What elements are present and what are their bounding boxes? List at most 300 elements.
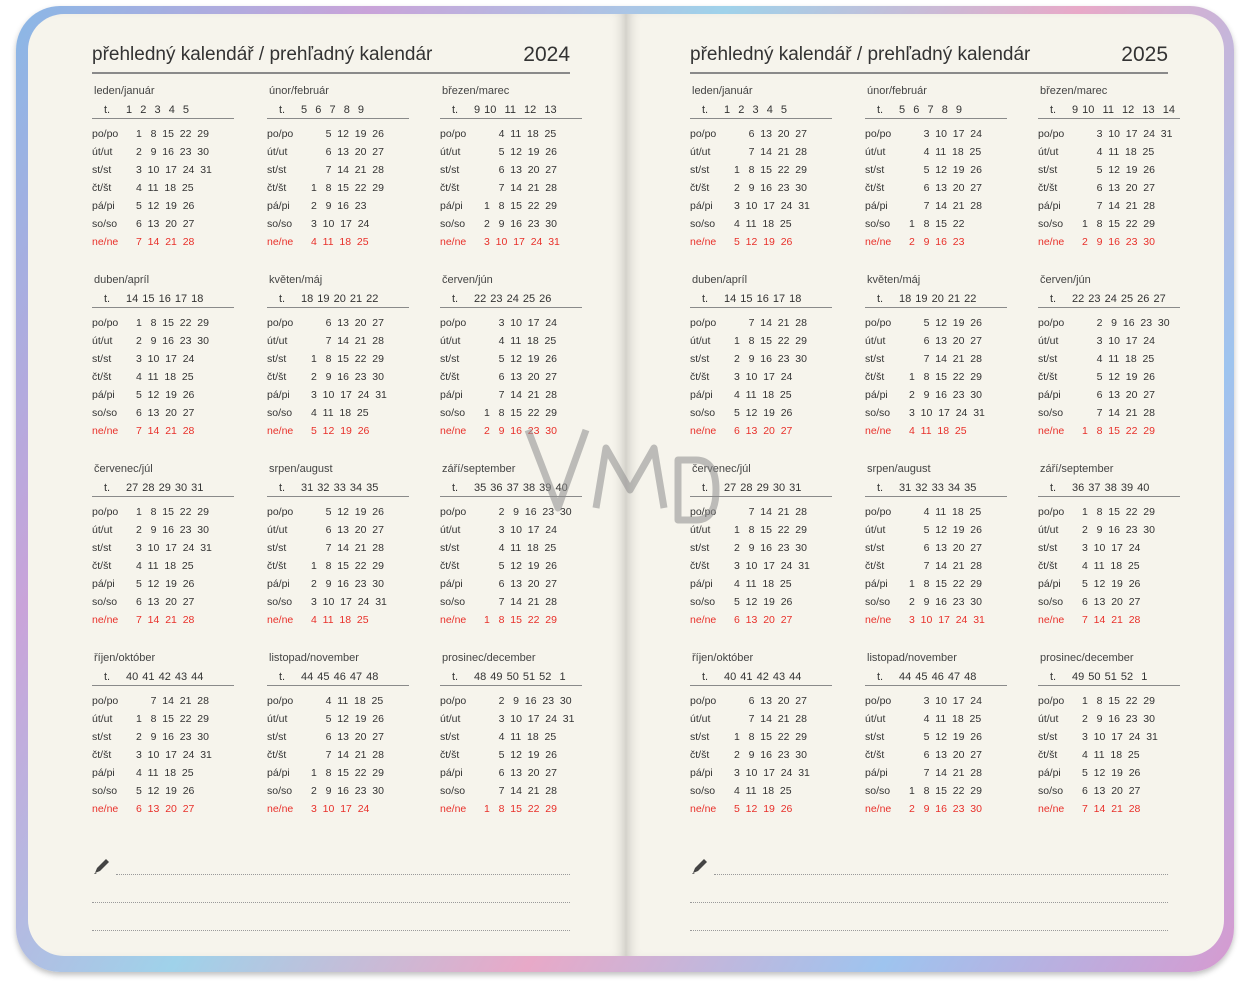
day-name: ne/ne [690,425,717,437]
day-rows [690,692,850,818]
week-label: t. [104,104,111,116]
week-numbers: 5 6 7 8 9 [301,104,365,116]
day-name: po/po [1038,317,1065,329]
weekday-row [690,143,850,161]
day-name: st/st [690,353,710,365]
day-name: po/po [690,695,717,707]
day-name: čt/št [1038,182,1058,194]
day-dates: 3 10 17 24 [136,353,195,365]
day-dates: 1 8 15 22 29 [311,767,384,779]
day-dates: 2 9 16 23 30 [909,389,982,401]
day-name: so/so [440,407,466,419]
day-dates: 5 12 19 26 [909,524,982,536]
day-name: út/ut [440,146,461,158]
day-dates: 2 9 16 23 30 [484,695,572,707]
day-dates: 1 8 15 22 29 [734,524,807,536]
sunday-row [92,233,252,251]
page-title: přehledný kalendář / prehľadný kalendár [92,44,433,65]
day-dates: 7 14 21 28 [909,767,982,779]
day-name: po/po [267,128,294,140]
day-name: st/st [440,164,460,176]
day-dates: 1 8 15 22 29 [136,317,209,329]
day-rows [1038,314,1198,440]
week-numbers: 48 49 50 51 52 1 [474,671,566,683]
weekday-row [690,728,850,746]
day-name: pá/pi [690,389,713,401]
day-name: út/ut [267,524,288,536]
week-number-row [267,481,409,497]
day-dates: 4 11 18 25 [136,560,194,572]
day-name: čt/št [92,749,112,761]
day-name: so/so [1038,596,1064,608]
month-name: květen/máj [867,274,921,286]
weekday-row [92,782,252,800]
month-name: září/september [442,463,516,475]
week-number-row [1038,103,1180,119]
day-name: po/po [92,317,119,329]
sunday-row [1038,422,1198,440]
day-name: čt/št [92,182,112,194]
weekday-row [865,521,1025,539]
day-dates: 4 11 18 25 [909,146,982,158]
weekday-row [440,782,600,800]
weekday-row [92,314,252,332]
day-name: čt/št [92,560,112,572]
weekday-row [1038,503,1198,521]
notes-area[interactable] [92,852,570,936]
week-number-row [92,292,234,308]
day-name: pá/pi [92,767,115,779]
month-name: duben/apríl [692,274,748,286]
day-name: po/po [865,695,892,707]
month-name: březen/marec [442,85,510,97]
day-dates: 1 8 15 22 29 [909,371,982,383]
day-dates: 2 9 16 23 [909,236,965,248]
sunday-row [1038,611,1198,629]
day-name: pá/pi [865,767,888,779]
day-dates: 2 9 16 23 30 [1082,713,1155,725]
day-name: so/so [92,407,118,419]
day-dates: 6 13 20 27 [1082,182,1155,194]
day-name: čt/št [1038,371,1058,383]
sunday-row [1038,233,1198,251]
day-dates: 3 10 17 24 31 [311,596,387,608]
week-number-row [440,103,582,119]
day-dates: 5 12 19 26 [734,803,793,815]
sunday-row [92,422,252,440]
weekday-row [1038,386,1198,404]
weekday-row [267,215,427,233]
day-name: pá/pi [440,767,463,779]
weekday-row [690,575,850,593]
sunday-row [865,233,1025,251]
weekday-row [267,710,427,728]
weekday-row [440,368,600,386]
day-dates: 7 14 21 28 [1082,200,1155,212]
weekday-row [1038,557,1198,575]
weekday-row [690,782,850,800]
day-dates: 6 13 20 27 [1082,596,1141,608]
day-dates: 2 9 16 23 30 [734,749,807,761]
day-name: čt/št [92,371,112,383]
weekday-row [92,503,252,521]
day-dates: 1 8 15 22 29 [909,578,982,590]
day-name: čt/št [440,560,460,572]
day-dates: 4 11 18 25 [136,767,194,779]
day-name: po/po [267,695,294,707]
weekday-row [1038,143,1198,161]
day-name: čt/št [1038,560,1058,572]
day-dates: 1 8 15 22 29 [136,128,209,140]
sunday-row [92,611,252,629]
day-name: čt/št [440,749,460,761]
day-dates: 6 13 20 27 [311,146,384,158]
day-dates: 2 9 16 23 30 [484,218,557,230]
day-name: st/st [92,353,112,365]
day-dates: 7 14 21 28 [909,560,982,572]
day-name: so/so [1038,407,1064,419]
day-dates: 1 8 15 22 29 [311,353,384,365]
weekday-row [92,710,252,728]
day-dates: 2 9 16 23 30 [1082,236,1155,248]
weekday-row [92,557,252,575]
day-name: st/st [440,542,460,554]
weekday-row [440,764,600,782]
day-name: čt/št [690,560,710,572]
day-name: pá/pi [440,389,463,401]
day-dates: 1 8 15 22 29 [1082,506,1155,518]
day-rows [1038,503,1198,629]
weekday-row [690,746,850,764]
day-name: út/ut [92,335,113,347]
day-name: čt/št [1038,749,1058,761]
weekday-row [690,692,850,710]
weekday-row [865,764,1025,782]
weekday-row [865,557,1025,575]
day-dates: 3 10 17 24 31 [734,767,810,779]
day-name: po/po [865,317,892,329]
day-name: ne/ne [1038,614,1065,626]
day-name: po/po [440,695,467,707]
day-dates: 4 11 18 25 [311,695,384,707]
day-dates: 7 14 21 28 [484,785,557,797]
day-dates: 1 8 15 22 29 [734,731,807,743]
month-name: únor/február [867,85,927,97]
week-numbers: 22 23 24 25 26 [474,293,552,305]
day-dates: 3 10 17 24 [734,371,793,383]
left-page-header [92,38,570,74]
weekday-row [267,179,427,197]
month-name: prosinec/december [1040,652,1134,664]
week-numbers: 35 36 37 38 39 40 [474,482,568,494]
weekday-row [1038,215,1198,233]
day-dates: 5 12 19 26 [734,596,793,608]
week-number-row [440,670,582,686]
week-number-row [865,670,1007,686]
day-dates: 5 12 19 26 [1082,164,1155,176]
pencil-icon [92,856,112,876]
week-number-row [1038,670,1180,686]
day-dates: 2 9 16 23 30 [136,731,209,743]
weekday-row [92,539,252,557]
weekday-row [267,125,427,143]
day-name: út/ut [690,713,711,725]
weekday-row [1038,593,1198,611]
day-dates: 4 11 18 25 [484,128,557,140]
week-number-row [690,670,832,686]
weekday-row [440,314,600,332]
day-name: čt/št [865,749,885,761]
week-numbers: 9 10 11 12 13 14 [1072,104,1175,116]
month-name: srpen/august [269,463,333,475]
day-name: pá/pi [267,767,290,779]
day-dates: 2 9 16 23 30 [734,182,807,194]
day-dates: 7 14 21 28 [484,389,557,401]
day-name: po/po [1038,128,1065,140]
month-name: říjen/október [94,652,156,664]
day-dates: 7 14 21 28 [484,596,557,608]
day-name: út/ut [865,146,886,158]
month-name: listopad/november [867,652,957,664]
weekday-row [267,386,427,404]
day-dates: 3 10 17 24 [311,803,370,815]
sunday-row [267,422,427,440]
day-dates: 5 12 19 26 [484,146,557,158]
day-name: st/st [267,731,287,743]
day-dates: 2 9 16 23 30 [136,524,209,536]
day-name: ne/ne [440,236,467,248]
week-numbers: 27 28 29 30 31 [724,482,802,494]
weekday-row [690,350,850,368]
day-rows [690,125,850,251]
week-numbers: 18 19 20 21 22 [301,293,379,305]
weekday-row [1038,197,1198,215]
day-name: pá/pi [690,767,713,779]
week-number-row [690,292,832,308]
weekday-row [865,503,1025,521]
page-year: 2025 [1121,43,1168,66]
weekday-row [92,179,252,197]
day-dates: 7 14 21 28 [734,146,807,158]
weekday-row [690,386,850,404]
day-dates: 7 14 21 28 [136,425,195,437]
note-line [714,874,1168,875]
weekday-row [440,143,600,161]
day-name: po/po [690,506,717,518]
day-name: st/st [267,353,287,365]
day-dates: 4 11 18 25 [484,542,557,554]
day-name: út/ut [440,713,461,725]
day-name: st/st [690,731,710,743]
month-name: duben/apríl [94,274,150,286]
weekday-row [1038,332,1198,350]
weekday-row [92,746,252,764]
weekday-row [865,746,1025,764]
day-name: po/po [440,128,467,140]
day-dates: 3 10 17 24 31 [311,389,387,401]
day-dates: 2 9 16 23 30 [311,578,384,590]
week-label: t. [104,671,111,683]
day-name: so/so [440,596,466,608]
day-name: pá/pi [1038,578,1061,590]
month-name: prosinec/december [442,652,536,664]
day-name: ne/ne [1038,425,1065,437]
day-dates: 3 10 17 24 [909,695,982,707]
day-dates: 5 12 19 26 [484,560,557,572]
weekday-row [690,557,850,575]
weekday-row [440,161,600,179]
weekday-row [92,521,252,539]
day-name: ne/ne [865,614,892,626]
weekday-row [865,125,1025,143]
day-rows [865,692,1025,818]
day-name: út/ut [1038,335,1059,347]
sunday-row [690,611,850,629]
day-dates: 1 8 15 22 29 [484,614,557,626]
day-dates: 3 10 17 24 31 [136,542,212,554]
week-label: t. [877,104,884,116]
week-label: t. [702,293,709,305]
sunday-row [92,800,252,818]
weekday-row [92,728,252,746]
day-name: so/so [267,218,293,230]
day-name: út/ut [92,524,113,536]
weekday-row [865,143,1025,161]
day-name: pá/pi [267,389,290,401]
week-number-row [267,292,409,308]
day-name: ne/ne [865,236,892,248]
day-dates: 2 9 16 23 30 [311,785,384,797]
weekday-row [690,710,850,728]
day-rows [92,125,252,251]
day-dates: 3 10 17 24 [1082,542,1141,554]
weekday-row [865,539,1025,557]
day-name: st/st [690,542,710,554]
day-name: út/ut [1038,146,1059,158]
day-dates: 7 14 21 28 [484,182,557,194]
weekday-row [92,161,252,179]
day-name: st/st [267,542,287,554]
day-dates: 1 8 15 22 29 [484,407,557,419]
month-name: září/september [1040,463,1114,475]
day-dates: 6 13 20 27 [909,335,982,347]
weekday-row [267,764,427,782]
weekday-row [92,197,252,215]
week-label: t. [452,293,459,305]
sunday-row [267,611,427,629]
weekday-row [1038,728,1198,746]
week-numbers: 49 50 51 52 1 [1072,671,1148,683]
weekday-row [865,782,1025,800]
weekday-row [690,539,850,557]
day-dates: 1 8 15 22 29 [909,785,982,797]
day-name: ne/ne [440,614,467,626]
day-name: so/so [92,218,118,230]
day-dates: 3 10 17 24 31 [484,236,560,248]
week-label: t. [877,671,884,683]
weekday-row [1038,746,1198,764]
day-name: čt/št [690,371,710,383]
day-name: ne/ne [865,425,892,437]
day-dates: 6 13 20 27 [484,371,557,383]
sunday-row [865,800,1025,818]
weekday-row [267,575,427,593]
weekday-row [440,350,600,368]
day-name: pá/pi [1038,389,1061,401]
day-dates: 3 10 17 24 31 [1082,128,1173,140]
weekday-row [865,575,1025,593]
weekday-row [1038,179,1198,197]
month-name: květen/máj [269,274,323,286]
day-dates: 3 10 17 24 31 [484,713,575,725]
note-line [92,902,570,903]
day-name: pá/pi [267,578,290,590]
month-name: srpen/august [867,463,931,475]
week-numbers: 40 41 42 43 44 [126,671,204,683]
day-name: st/st [92,542,112,554]
day-name: so/so [690,596,716,608]
day-dates: 4 11 18 25 [311,407,369,419]
day-dates: 5 12 19 26 [734,236,793,248]
day-name: po/po [440,317,467,329]
week-numbers: 27 28 29 30 31 [126,482,204,494]
day-name: so/so [92,785,118,797]
day-dates: 5 12 19 26 [311,713,384,725]
day-dates: 6 13 20 27 [734,128,807,140]
weekday-row [92,125,252,143]
weekday-row [1038,539,1198,557]
day-dates: 7 14 21 28 [734,317,807,329]
day-dates: 7 14 21 28 [1082,803,1141,815]
weekday-row [1038,692,1198,710]
day-name: čt/št [865,371,885,383]
weekday-row [440,215,600,233]
day-name: st/st [440,731,460,743]
day-dates: 7 14 21 28 [136,695,209,707]
day-name: po/po [1038,695,1065,707]
day-dates: 3 10 17 24 [484,317,557,329]
day-name: po/po [690,317,717,329]
notes-area[interactable] [690,852,1168,936]
week-numbers: 14 15 16 17 18 [126,293,204,305]
day-name: pá/pi [267,200,290,212]
week-label: t. [279,671,286,683]
day-rows [92,692,252,818]
day-dates: 2 9 16 23 [311,200,367,212]
day-name: so/so [267,596,293,608]
day-dates: 6 13 20 27 [484,578,557,590]
day-name: pá/pi [690,200,713,212]
day-dates: 1 8 15 22 29 [1082,425,1155,437]
day-name: út/ut [267,146,288,158]
week-label: t. [104,482,111,494]
weekday-row [865,197,1025,215]
month-name: červenec/júl [692,463,751,475]
day-dates: 2 9 16 23 30 [909,596,982,608]
day-dates: 4 11 18 25 [734,218,792,230]
day-rows [92,314,252,440]
day-name: út/ut [267,335,288,347]
day-dates: 5 12 19 26 [1082,578,1141,590]
day-name: so/so [690,407,716,419]
day-name: pá/pi [1038,767,1061,779]
weekday-row [267,746,427,764]
sunday-row [440,233,600,251]
week-number-row [92,481,234,497]
day-name: so/so [92,596,118,608]
weekday-row [440,539,600,557]
day-name: po/po [92,695,119,707]
